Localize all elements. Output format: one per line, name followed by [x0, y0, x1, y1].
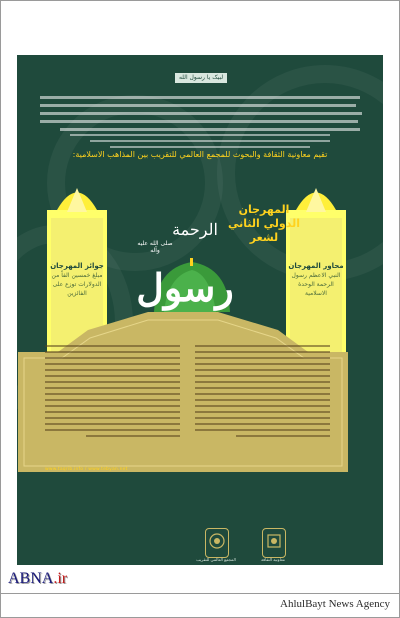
intro-text-block — [40, 96, 366, 136]
logo-caption-left: المجمع العالمي للتقريب — [196, 557, 236, 562]
text-column-left — [45, 345, 180, 441]
right-panel-title: محاور المهرجان — [288, 262, 344, 270]
logo-caption-right: معاونية الثقافة — [261, 557, 285, 562]
abna-suffix: .ir — [53, 570, 68, 587]
left-panel-body: مبلغ خمسین الفاً من الدولارات توزع على الفائزين — [51, 272, 103, 297]
calligraphy-top: الرحمة — [172, 220, 218, 239]
calligraphy-main: رسول — [136, 265, 234, 310]
organizer-line: تقیم معاونیة الثقافة والبحوث للمجمع العالمي للتقریب بین المذاهب الاسلامیة: — [72, 150, 328, 159]
abna-watermark — [8, 570, 67, 590]
poster-top-badge: لبیک یا رسول الله — [175, 73, 227, 83]
left-panel-title: جوائز المهرجان — [50, 262, 104, 270]
website-line: www.taqrib.info / www.tebyan.net — [45, 467, 128, 472]
footer-divider — [0, 593, 400, 594]
right-panel-body: النبي الاعظم رسول الرحمة الوحدة الاسلامية — [291, 272, 341, 297]
festival-title: المهرجان الدولي الثاني لشعر — [228, 203, 300, 244]
abna-brand: ABNA — [8, 570, 54, 587]
calligraphy-salutation: صلى الله عليه وآله — [137, 240, 173, 254]
logo-emblem-left — [205, 528, 229, 558]
text-column-right — [195, 345, 330, 441]
footer-credit: AhlulBayt News Agency — [280, 598, 390, 610]
logo-emblem-right — [262, 528, 286, 558]
